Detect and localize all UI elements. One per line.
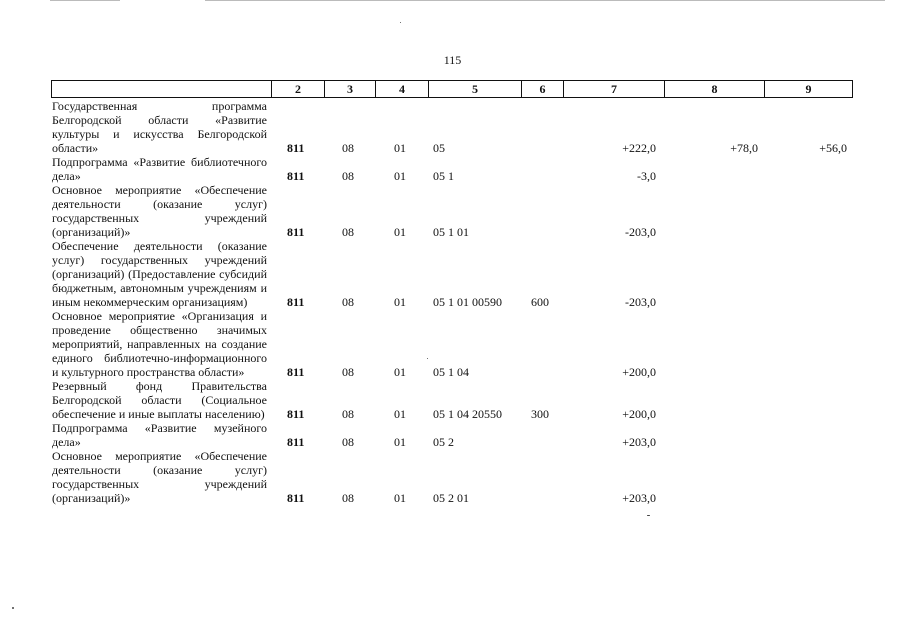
amount-col7-cell: +200,0 bbox=[622, 407, 656, 421]
row-description: Подпрограмма «Развитие музейного дела» bbox=[52, 421, 267, 449]
column-header-row bbox=[51, 80, 853, 98]
row-description: Обеспечение деятельности (оказание услуг) государственных учреждений (организаций) (Предоставление субсидий бюджетным, автономным учреждениям и иным некоммерческим организациям) bbox=[52, 239, 267, 309]
amount-col7-cell: +200,0 bbox=[622, 365, 656, 379]
section-cell: 08 bbox=[342, 365, 354, 379]
table-row bbox=[0, 309, 905, 379]
header-cell-5: 5 bbox=[429, 81, 522, 98]
target-article-cell: 05 1 01 bbox=[433, 225, 469, 239]
row-description: Основное мероприятие «Организация и проведение общественно значимых мероприятий, направленных на создание единого библиотечно-информационного и культурного пространства области» bbox=[52, 309, 267, 379]
row-description: Резервный фонд Правительства Белгородской области (Социальное обеспечение и иные выплаты населению) bbox=[52, 379, 267, 421]
grbs-cell: 811 bbox=[287, 169, 305, 183]
header-cell-6: 6 bbox=[522, 81, 564, 98]
grbs-cell: 811 bbox=[287, 141, 305, 155]
table-row bbox=[0, 239, 905, 309]
target-article-cell: 05 bbox=[433, 141, 445, 155]
subsection-cell: 01 bbox=[394, 295, 406, 309]
header-cell-3: 3 bbox=[325, 81, 376, 98]
expense-type-cell: 600 bbox=[531, 295, 549, 309]
subsection-cell: 01 bbox=[394, 407, 406, 421]
header-cell-7: 7 bbox=[564, 81, 665, 98]
target-article-cell: 05 1 bbox=[433, 169, 454, 183]
grbs-cell: 811 bbox=[287, 295, 305, 309]
amount-col8-cell: +78,0 bbox=[730, 141, 758, 155]
subsection-cell: 01 bbox=[394, 491, 406, 505]
table-row bbox=[0, 155, 905, 183]
scan-rule bbox=[205, 0, 885, 1]
subsection-cell: 01 bbox=[394, 169, 406, 183]
table-row bbox=[0, 183, 905, 239]
table-row bbox=[0, 99, 905, 155]
header-cell-name bbox=[52, 81, 272, 98]
row-description: Подпрограмма «Развитие библиотечного дела» bbox=[52, 155, 267, 183]
row-description: Основное мероприятие «Обеспечение деятельности (оказание услуг) государственных учреждений (организаций)» bbox=[52, 449, 267, 505]
section-cell: 08 bbox=[342, 141, 354, 155]
table-row bbox=[0, 379, 905, 421]
grbs-cell: 811 bbox=[287, 435, 305, 449]
expense-type-cell: 300 bbox=[531, 407, 549, 421]
section-cell: 08 bbox=[342, 407, 354, 421]
row-description: Государственная программа Белгородской области «Развитие культуры и искусства Белгородской области» bbox=[52, 99, 267, 155]
header-cell-9: 9 bbox=[765, 81, 853, 98]
amount-col7-cell: -203,0 bbox=[625, 295, 656, 309]
header-cell-2: 2 bbox=[272, 81, 325, 98]
target-article-cell: 05 1 01 00590 bbox=[433, 295, 502, 309]
section-cell: 08 bbox=[342, 169, 354, 183]
amount-col7-cell: +222,0 bbox=[622, 141, 656, 155]
scan-rule bbox=[50, 0, 120, 1]
subsection-cell: 01 bbox=[394, 435, 406, 449]
table-row bbox=[0, 449, 905, 505]
header-cell-8: 8 bbox=[665, 81, 765, 98]
grbs-cell: 811 bbox=[287, 365, 305, 379]
header-cell-4: 4 bbox=[376, 81, 429, 98]
target-article-cell: 05 2 01 bbox=[433, 491, 469, 505]
row-description: Основное мероприятие «Обеспечение деятельности (оказание услуг) государственных учреждений (организаций)» bbox=[52, 183, 267, 239]
section-cell: 08 bbox=[342, 435, 354, 449]
scan-speck bbox=[400, 22, 401, 23]
section-cell: 08 bbox=[342, 225, 354, 239]
section-cell: 08 bbox=[342, 491, 354, 505]
amount-col7-cell: -203,0 bbox=[625, 225, 656, 239]
target-article-cell: 05 1 04 20550 bbox=[433, 407, 502, 421]
table-row bbox=[0, 421, 905, 449]
subsection-cell: 01 bbox=[394, 365, 406, 379]
subsection-cell: 01 bbox=[394, 225, 406, 239]
target-article-cell: 05 1 04 bbox=[433, 365, 469, 379]
section-cell: 08 bbox=[342, 295, 354, 309]
target-article-cell: 05 2 bbox=[433, 435, 454, 449]
amount-col7-cell: -3,0 bbox=[637, 169, 656, 183]
amount-col7-cell: +203,0 bbox=[622, 491, 656, 505]
amount-col7-cell: +203,0 bbox=[622, 435, 656, 449]
grbs-cell: 811 bbox=[287, 225, 305, 239]
grbs-cell: 811 bbox=[287, 407, 305, 421]
grbs-cell: 811 bbox=[287, 491, 305, 505]
page-number: 115 bbox=[443, 53, 462, 67]
budget-table-body bbox=[0, 99, 905, 505]
subsection-cell: 01 bbox=[394, 141, 406, 155]
amount-col9-cell: +56,0 bbox=[819, 141, 847, 155]
scan-speck bbox=[12, 607, 14, 609]
scan-speck bbox=[647, 515, 650, 516]
